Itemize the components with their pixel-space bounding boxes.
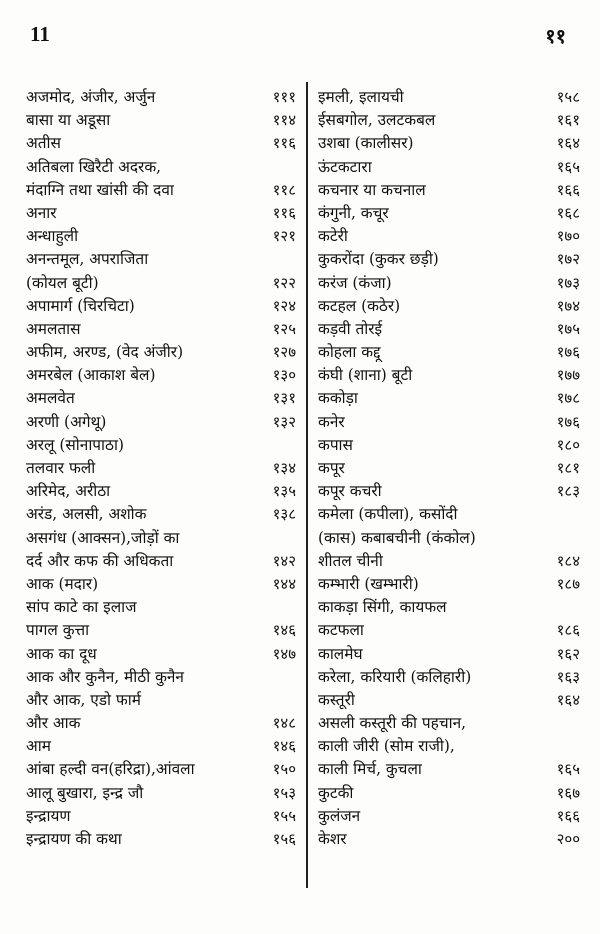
index-entry bbox=[318, 619, 580, 642]
index-entry bbox=[318, 828, 580, 851]
entry-title: बासा या अडूसा bbox=[26, 111, 111, 130]
entry-title: अरंड, अलसी, अशोक bbox=[26, 505, 147, 524]
entry-page-number: १२५ bbox=[272, 319, 296, 338]
index-entry bbox=[26, 758, 296, 781]
index-entry bbox=[318, 735, 580, 758]
entry-page-number: १८६ bbox=[556, 621, 580, 640]
index-entry bbox=[318, 457, 580, 480]
entry-title: कम्भारी (खम्भारी) bbox=[318, 574, 419, 593]
entry-page-number: १६४ bbox=[556, 690, 580, 709]
index-entry bbox=[26, 109, 296, 132]
entry-page-number: १७७ bbox=[556, 366, 580, 385]
entry-title: अरणी (अगेथू) bbox=[26, 412, 107, 431]
entry-title: (कोयल बूटी) bbox=[26, 273, 99, 292]
page-number-left: 11 bbox=[30, 22, 50, 46]
entry-page-number: १८३ bbox=[556, 482, 580, 501]
entry-title: आलू बुखारा, इन्द्र जौ bbox=[26, 783, 144, 802]
entry-page-number: १५० bbox=[272, 760, 296, 779]
index-entry bbox=[26, 132, 296, 155]
entry-title: पागल कुत्ता bbox=[26, 621, 90, 640]
entry-title: कोहला कद्दू bbox=[318, 343, 381, 362]
entry-title: सांप काटे का इलाज bbox=[26, 598, 137, 617]
entry-title: काकड़ा सिंगी, कायफल bbox=[318, 598, 447, 617]
entry-title: इमली, इलायची bbox=[318, 88, 404, 106]
entry-title: काली मिर्च, कुचला bbox=[318, 760, 422, 779]
entry-title: और आक bbox=[26, 714, 81, 733]
entry-title: आम bbox=[26, 737, 51, 756]
entry-title: कुटकी bbox=[318, 783, 354, 802]
entry-page-number: १४६ bbox=[272, 621, 296, 640]
entry-title: अफीम, अरण्ड, (वेद अंजीर) bbox=[26, 343, 184, 362]
index-entry bbox=[318, 527, 580, 550]
entry-title: अतीस bbox=[26, 134, 61, 153]
entry-page-number: ११६ bbox=[272, 203, 296, 222]
index-entry bbox=[318, 411, 580, 434]
index-entry bbox=[318, 550, 580, 573]
index-entry bbox=[26, 643, 296, 666]
index-entry bbox=[26, 666, 296, 689]
index-column-left bbox=[26, 86, 296, 851]
entry-title: उशबा (कालीसर) bbox=[318, 134, 414, 153]
index-entry bbox=[26, 318, 296, 341]
entry-title: ईसबगोल, उलटकबल bbox=[318, 111, 436, 130]
entry-title: अरिमेद, अरीठा bbox=[26, 482, 111, 501]
entry-page-number: १७६ bbox=[556, 412, 580, 431]
entry-title: कुकरोंदा (कुकर छड़ी) bbox=[318, 250, 439, 269]
entry-title: अमरबेल (आकाश बेल) bbox=[26, 366, 156, 385]
entry-title: कपास bbox=[318, 435, 353, 454]
entry-title: अमलतास bbox=[26, 319, 81, 338]
entry-page-number: १७० bbox=[556, 227, 580, 246]
entry-page-number: १४७ bbox=[272, 644, 296, 663]
index-entry bbox=[26, 248, 296, 271]
entry-title: कंघी (शाना) बूटी bbox=[318, 366, 413, 385]
index-entry bbox=[318, 156, 580, 179]
entry-title: कालमेघ bbox=[318, 644, 363, 663]
entry-title: कड़वी तोरई bbox=[318, 319, 383, 338]
index-entry bbox=[26, 573, 296, 596]
entry-title: करेला, करियारी (कलिहारी) bbox=[318, 667, 472, 686]
index-entry bbox=[26, 550, 296, 573]
entry-title: कस्तूरी bbox=[318, 690, 355, 709]
index-entry bbox=[318, 341, 580, 364]
entry-title: अनार bbox=[26, 203, 57, 222]
entry-page-number: ११४ bbox=[272, 111, 296, 130]
entry-page-number: १३१ bbox=[272, 389, 296, 408]
entry-page-number: १७३ bbox=[556, 273, 580, 292]
entry-page-number: १७५ bbox=[556, 319, 580, 338]
entry-page-number: १५८ bbox=[556, 88, 580, 106]
index-entry bbox=[26, 341, 296, 364]
index-entry bbox=[318, 132, 580, 155]
entry-title: अजमोद, अंजीर, अर्जुन bbox=[26, 88, 156, 106]
index-entry bbox=[26, 712, 296, 735]
entry-page-number: १८० bbox=[556, 435, 580, 454]
index-entry bbox=[26, 225, 296, 248]
index-entry bbox=[26, 527, 296, 550]
index-entry bbox=[318, 225, 580, 248]
index-entry bbox=[318, 248, 580, 271]
entry-title: अरलू (सोनापाठा) bbox=[26, 435, 124, 454]
index-entry bbox=[26, 364, 296, 387]
index-entry bbox=[26, 457, 296, 480]
index-entry bbox=[26, 805, 296, 828]
index-entry bbox=[318, 387, 580, 410]
entry-title: इन्द्रायण bbox=[26, 806, 71, 825]
index-entry bbox=[318, 782, 580, 805]
entry-page-number: १५६ bbox=[272, 830, 296, 848]
index-entry bbox=[318, 758, 580, 781]
index-entry bbox=[318, 295, 580, 318]
index-entry bbox=[26, 202, 296, 225]
entry-title: कटहल (कठेर) bbox=[318, 296, 401, 315]
entry-page-number: १६३ bbox=[556, 667, 580, 686]
index-entry bbox=[26, 387, 296, 410]
entry-title: कमेला (कपीला), कसोंदी bbox=[318, 505, 458, 524]
entry-title: आक और कुनैन, मीठी कुनैन bbox=[26, 667, 184, 686]
entry-title: आक का दूध bbox=[26, 644, 97, 663]
entry-title: ऊंटकटारा bbox=[318, 157, 372, 176]
entry-title: असगंध (आक्सन),जोड़ों का bbox=[26, 528, 180, 547]
entry-page-number: १७४ bbox=[556, 296, 580, 315]
index-entry bbox=[318, 86, 580, 109]
index-entry bbox=[318, 202, 580, 225]
entry-title: ककोड़ा bbox=[318, 389, 358, 408]
index-entry bbox=[318, 179, 580, 202]
entry-page-number: १७८ bbox=[556, 389, 580, 408]
index-entry bbox=[318, 805, 580, 828]
index-entry bbox=[318, 596, 580, 619]
entry-title: आंबा हल्दी वन(हरिद्रा),आंवला bbox=[26, 760, 195, 779]
index-entry bbox=[26, 295, 296, 318]
entry-title: केशर bbox=[318, 830, 347, 848]
entry-page-number: १४६ bbox=[272, 737, 296, 756]
entry-page-number: १३५ bbox=[272, 482, 296, 501]
entry-page-number: १६५ bbox=[556, 157, 580, 176]
entry-title: और आक, एडो फार्म bbox=[26, 690, 141, 709]
index-entry bbox=[26, 411, 296, 434]
index-entry bbox=[318, 434, 580, 457]
entry-title: अमलवेत bbox=[26, 389, 75, 408]
entry-page-number: १३४ bbox=[272, 459, 296, 477]
index-entry bbox=[318, 689, 580, 712]
entry-page-number: १६८ bbox=[556, 203, 580, 222]
entry-title: करंज (कंजा) bbox=[318, 273, 392, 292]
entry-title: इन्द्रायण की कथा bbox=[26, 830, 122, 848]
entry-page-number: १८४ bbox=[556, 551, 580, 570]
entry-title: कपूर bbox=[318, 459, 345, 477]
index-entry bbox=[318, 272, 580, 295]
entry-title: कटफला bbox=[318, 621, 364, 640]
entry-page-number: ११८ bbox=[272, 180, 296, 199]
entry-title: शीतल चीनी bbox=[318, 551, 383, 570]
entry-title: अन्धाहुली bbox=[26, 227, 79, 246]
entry-page-number: १२१ bbox=[272, 227, 296, 246]
entry-page-number: १२४ bbox=[272, 296, 296, 315]
index-entry bbox=[318, 666, 580, 689]
entry-title: अतिबला खिरैटी अदरक, bbox=[26, 157, 162, 176]
entry-page-number: १२२ bbox=[272, 273, 296, 292]
entry-page-number: १५५ bbox=[272, 806, 296, 825]
entry-page-number: १८१ bbox=[556, 459, 580, 477]
entry-title: (कास) कबाबचीनी (कंकोल) bbox=[318, 528, 476, 547]
index-entry bbox=[318, 573, 580, 596]
index-entry bbox=[26, 782, 296, 805]
entry-title: आक (मदार) bbox=[26, 574, 99, 593]
index-entry bbox=[26, 156, 296, 179]
entry-page-number: १४४ bbox=[272, 574, 296, 593]
entry-page-number: १६५ bbox=[556, 760, 580, 779]
index-entry bbox=[318, 480, 580, 503]
entry-page-number: १६१ bbox=[556, 111, 580, 130]
entry-page-number: १८७ bbox=[556, 574, 580, 593]
index-entry bbox=[26, 503, 296, 526]
entry-page-number: १४२ bbox=[272, 551, 296, 570]
entry-title: दर्द और कफ की अधिकता bbox=[26, 551, 174, 570]
index-entry bbox=[26, 619, 296, 642]
entry-page-number: १६६ bbox=[556, 180, 580, 199]
entry-title: कनेर bbox=[318, 412, 345, 431]
entry-page-number: १७२ bbox=[556, 250, 580, 269]
entry-title: अनन्तमूल, अपराजिता bbox=[26, 250, 149, 269]
index-entry bbox=[26, 828, 296, 851]
index-entry bbox=[26, 179, 296, 202]
index-entry bbox=[318, 364, 580, 387]
entry-title: कुलंजन bbox=[318, 806, 361, 825]
index-entry bbox=[26, 272, 296, 295]
index-entry bbox=[26, 689, 296, 712]
index-entry bbox=[318, 318, 580, 341]
index-entry bbox=[26, 86, 296, 109]
index-entry bbox=[318, 712, 580, 735]
index-entry bbox=[26, 596, 296, 619]
entry-page-number: १३८ bbox=[272, 505, 296, 524]
entry-page-number: १३२ bbox=[272, 412, 296, 431]
column-divider bbox=[306, 82, 308, 888]
entry-page-number: १३० bbox=[272, 366, 296, 385]
entry-page-number: १६२ bbox=[556, 644, 580, 663]
entry-title: कटेरी bbox=[318, 227, 348, 246]
index-entry bbox=[318, 109, 580, 132]
index-entry bbox=[26, 434, 296, 457]
entry-page-number: १६७ bbox=[556, 783, 580, 802]
entry-page-number: १६६ bbox=[556, 806, 580, 825]
entry-page-number: १११ bbox=[272, 88, 296, 106]
index-column-right bbox=[318, 86, 580, 851]
index-entry bbox=[318, 643, 580, 666]
entry-page-number: २०० bbox=[556, 830, 580, 848]
entry-page-number: १७६ bbox=[556, 343, 580, 362]
entry-title: कंगुनी, कचूर bbox=[318, 203, 389, 222]
entry-page-number: १६४ bbox=[556, 134, 580, 153]
entry-title: अपामार्ग (चिरचिटा) bbox=[26, 296, 135, 315]
entry-title: तलवार फली bbox=[26, 459, 96, 477]
page-number-right: ११ bbox=[545, 24, 566, 48]
entry-title: काली जीरी (सोम राजी), bbox=[318, 737, 455, 756]
entry-title: कचनार या कचनाल bbox=[318, 180, 426, 199]
entry-page-number: १२७ bbox=[272, 343, 296, 362]
entry-title: कपूर कचरी bbox=[318, 482, 382, 501]
entry-page-number: १५३ bbox=[272, 783, 296, 802]
index-entry bbox=[26, 735, 296, 758]
entry-title: मंदाग्नि तथा खांसी की दवा bbox=[26, 180, 174, 199]
entry-page-number: १४८ bbox=[272, 714, 296, 733]
entry-page-number: ११६ bbox=[272, 134, 296, 153]
index-entry bbox=[26, 480, 296, 503]
entry-title: असली कस्तूरी की पहचान, bbox=[318, 714, 467, 733]
index-entry bbox=[318, 503, 580, 526]
